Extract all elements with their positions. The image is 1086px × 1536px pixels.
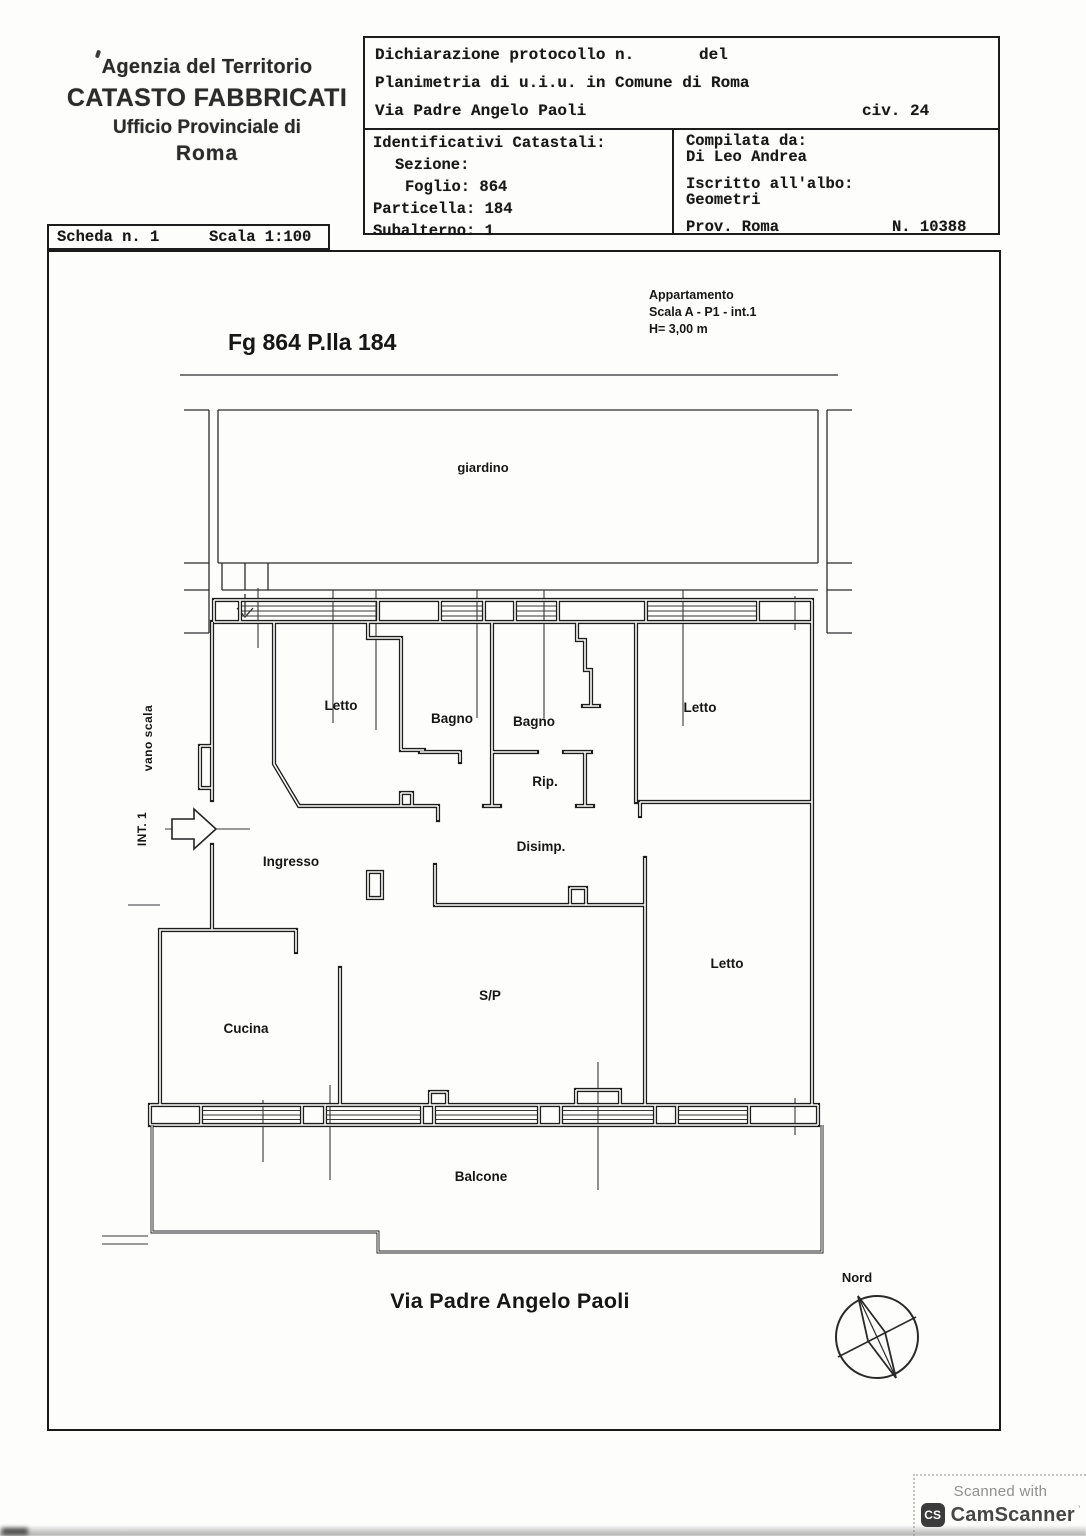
compass-label: Nord bbox=[841, 1270, 873, 1285]
camscanner-logo-icon: CS bbox=[921, 1503, 945, 1527]
protocol-label: Dichiarazione protocollo n. bbox=[375, 46, 635, 64]
compiler-box bbox=[674, 130, 998, 236]
sheet-scale: Scala 1:100 bbox=[209, 228, 312, 246]
compiled-by-name: Di Leo Andrea bbox=[686, 148, 807, 166]
scanned-with-label: Scanned with bbox=[953, 1483, 1048, 1500]
declaration-box bbox=[365, 38, 998, 130]
cadastral-particella: Particella: 184 bbox=[373, 200, 513, 218]
sheet-number: Scheda n. 1 bbox=[57, 228, 160, 246]
cadastral-identifiers-box bbox=[365, 130, 674, 240]
apartment-note-line3: H= 3,00 m bbox=[649, 322, 708, 336]
cadastral-subalterno: Subalterno: 1 bbox=[373, 222, 494, 240]
compiled-by-label: Compilata da: bbox=[686, 132, 807, 150]
protocol-del: del bbox=[699, 46, 728, 64]
province: Prov. Roma bbox=[686, 218, 780, 236]
header-table bbox=[363, 36, 1000, 240]
room-label-disimp: Disimp. bbox=[516, 839, 566, 854]
room-label-letto-se: Letto bbox=[710, 956, 744, 971]
apartment-note-line1: Appartamento bbox=[649, 288, 734, 302]
room-label-sp: S/P bbox=[479, 988, 501, 1003]
room-label-letto-nw: Letto bbox=[324, 698, 358, 713]
agency-header bbox=[62, 56, 352, 166]
sheet-scale-box bbox=[47, 224, 330, 250]
cadastral-title: Identificativi Catastali: bbox=[373, 134, 606, 152]
camscanner-trademark-tick: ’ bbox=[1077, 1504, 1081, 1516]
room-label-bagno-1: Bagno bbox=[431, 711, 473, 726]
plan-frame bbox=[47, 250, 1001, 1431]
agency-line2: CATASTO FABBRICATI bbox=[66, 84, 348, 112]
street-line: Via Padre Angelo Paoli bbox=[375, 102, 587, 120]
street-name: Via Padre Angelo Paoli bbox=[390, 1289, 630, 1313]
agency-line3: Ufficio Provinciale di bbox=[113, 117, 301, 138]
room-label-bagno-2: Bagno bbox=[513, 714, 555, 729]
register-label: Iscritto all'albo: bbox=[686, 175, 854, 193]
parcel-reference: Fg 864 P.lla 184 bbox=[228, 329, 397, 355]
apartment-note-line2: Scala A - P1 - int.1 bbox=[649, 305, 757, 319]
unit-label: INT. 1 bbox=[135, 811, 149, 847]
room-label-letto-ne: Letto bbox=[683, 700, 717, 715]
camscanner-name: CamScanner bbox=[950, 1503, 1075, 1526]
civic-number: civ. 24 bbox=[862, 102, 930, 120]
room-label-giardino: giardino bbox=[457, 460, 509, 475]
cadastral-foglio: Foglio: 864 bbox=[405, 178, 508, 196]
registration-number: N. 10388 bbox=[892, 218, 967, 236]
planimetria-line: Planimetria di u.i.u. in Comune di Roma bbox=[375, 74, 750, 92]
stairwell-label: vano scala bbox=[141, 704, 155, 772]
room-label-rip: Rip. bbox=[532, 774, 558, 789]
agency-line4: Roma bbox=[175, 142, 239, 165]
register-value: Geometri bbox=[686, 191, 761, 209]
scan-bottom-edge bbox=[0, 1525, 1086, 1536]
room-label-balcone: Balcone bbox=[454, 1169, 508, 1184]
scan-corner-smudge bbox=[2, 1528, 28, 1535]
room-label-cucina: Cucina bbox=[223, 1021, 269, 1036]
cadastral-sezione: Sezione: bbox=[395, 156, 470, 174]
agency-line1: Agenzia del Territorio bbox=[101, 56, 313, 78]
room-label-ingresso: Ingresso bbox=[262, 854, 320, 869]
